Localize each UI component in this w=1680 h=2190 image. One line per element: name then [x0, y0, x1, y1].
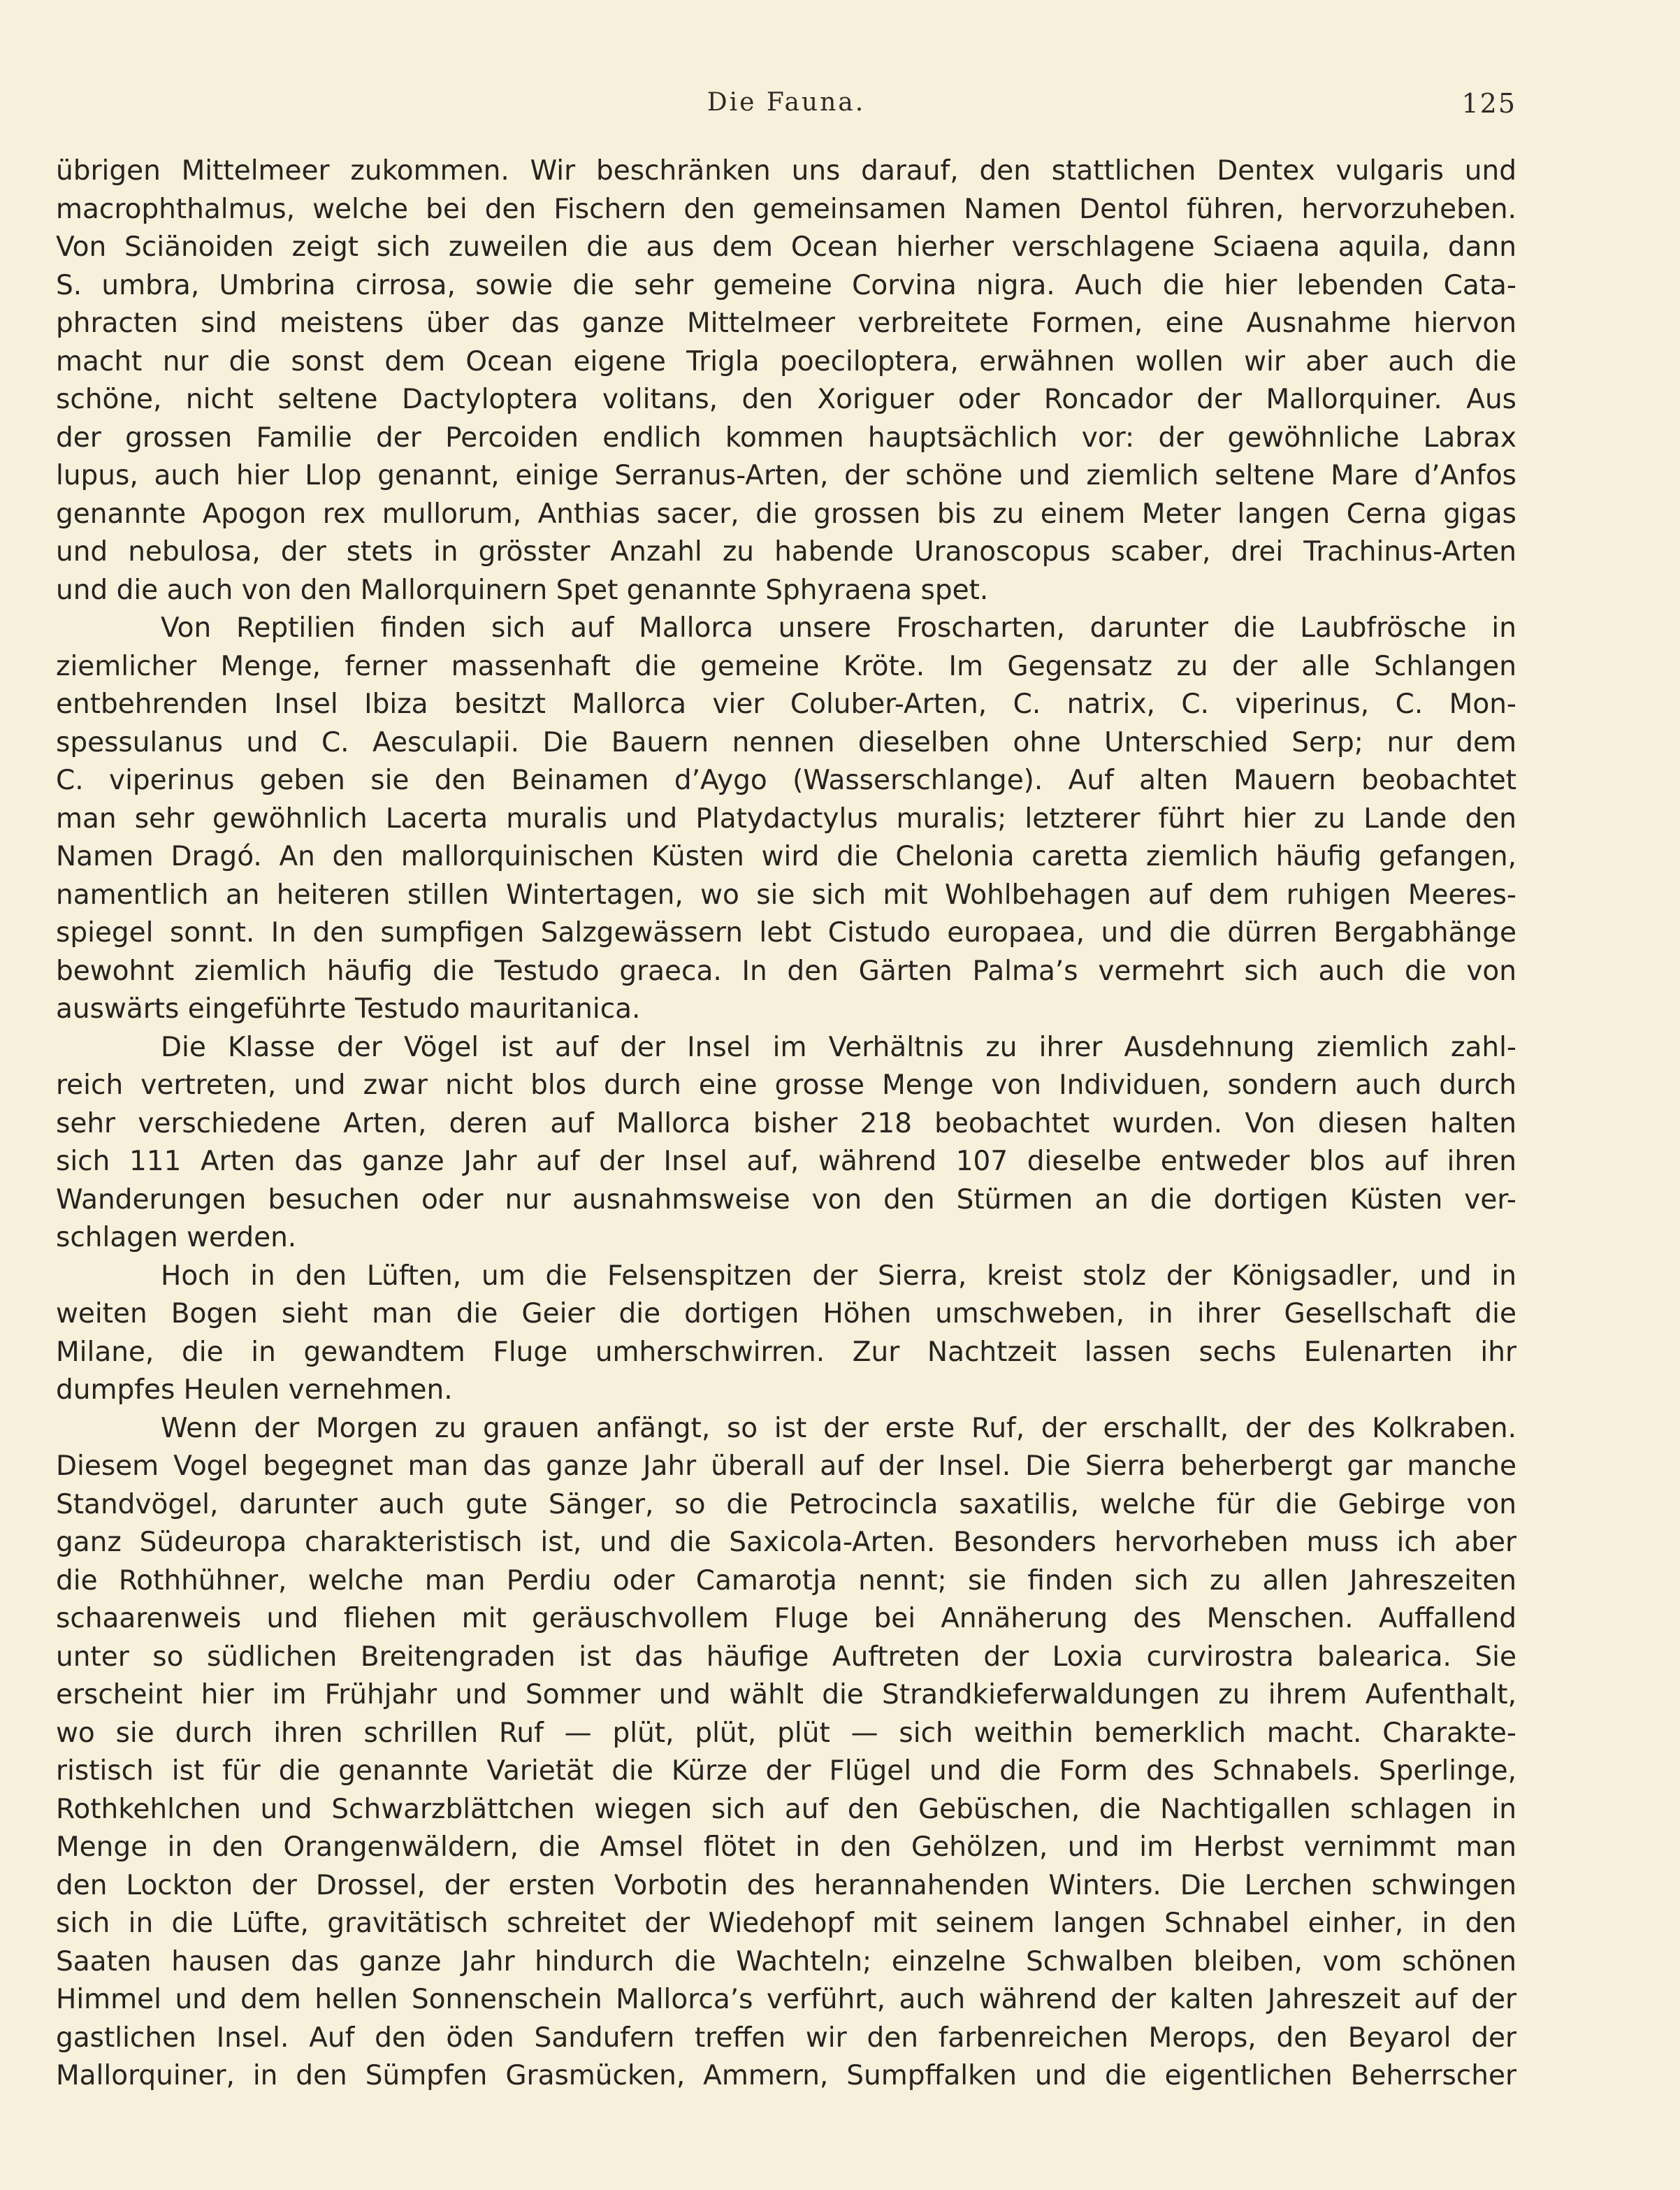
text-line: gastlichen Insel. Auf den öden Sandufern treffen wir den farbenreichen Merops, den Beyarol der	[56, 2022, 1516, 2054]
text-line: auswärts eingeführte Testudo mauritanica.	[56, 993, 641, 1025]
body-text	[56, 152, 1516, 2096]
text-line: Menge in den Orangenwäldern, die Amsel flötet in den Gehölzen, und im Herbst vernimmt man	[56, 1831, 1516, 1863]
text-line: weiten Bogen sieht man die Geier die dortigen Höhen umschweben, in ihrer Gesellschaft die	[56, 1298, 1516, 1330]
text-line: spiegel sonnt. In den sumpfigen Salzgewässern lebt Cistudo europaea, und die dürren Bergabhänge	[56, 917, 1516, 949]
text-line: den Lockton der Drossel, der ersten Vorbotin des herannahenden Winters. Die Lerchen schwingen	[56, 1869, 1516, 1901]
text-line: genannte Apogon rex mullorum, Anthias sacer, die grossen bis zu einem Meter langen Cerna gigas	[56, 498, 1516, 530]
text-line: Wanderungen besuchen oder nur ausnahmsweise von den Stürmen an die dortigen Küsten ver-	[56, 1183, 1516, 1216]
text-line: und die auch von den Mallorquinern Spet genannte Sphyraena spet.	[56, 574, 989, 606]
running-title: Die Fauna.	[707, 88, 866, 117]
text-line: und nebulosa, der stets in grösster Anzahl zu habende Uranoscopus scaber, drei Trachinus-Arten	[56, 536, 1516, 568]
text-line: ristisch ist für die genannte Varietät die Kürze der Flügel und die Form des Schnabels. Sperlinge,	[56, 1755, 1516, 1787]
text-line: ziemlicher Menge, ferner massenhaft die gemeine Kröte. Im Gegensatz zu der alle Schlangen	[56, 650, 1516, 682]
text-line: die Rothhühner, welche man Perdiu oder Camarotja nennt; sie finden sich zu allen Jahreszeiten	[56, 1564, 1516, 1597]
text-line: schlagen werden.	[56, 1222, 297, 1253]
text-line: Milane, die in gewandtem Fluge umherschwirren. Zur Nachtzeit lassen sechs Eulenarten ihr	[56, 1336, 1516, 1368]
text-line: Saaten hausen das ganze Jahr hindurch die Wachteln; einzelne Schwalben bleiben, vom schönen	[56, 1945, 1516, 1978]
text-line: phracten sind meistens über das ganze Mittelmeer verbreitete Formen, eine Ausnahme hiervon	[56, 308, 1516, 339]
text-line: entbehrenden Insel Ibiza besitzt Mallorca vier Coluber-Arten, C. natrix, C. viperinus, C. Mon-	[56, 689, 1516, 720]
text-line: lupus, auch hier Llop genannt, einige Serranus-Arten, der schöne und ziemlich seltene Mare d’Anfos	[56, 460, 1516, 491]
text-line: ganz Südeuropa charakteristisch ist, und die Saxicola-Arten. Besonders hervorheben muss ich aber	[56, 1527, 1516, 1558]
text-line: schöne, nicht seltene Dactyloptera volitans, den Xoriguer oder Roncador der Mallorquiner. Aus	[56, 384, 1516, 415]
text-line: Diesem Vogel begegnet man das ganze Jahr überall auf der Insel. Die Sierra beherbergt gar manche	[56, 1450, 1516, 1482]
text-line: S. umbra, Umbrina cirrosa, sowie die sehr gemeine Corvina nigra. Auch die hier lebenden Cata-	[56, 269, 1516, 301]
text-line: Von Sciänoiden zeigt sich zuweilen die aus dem Ocean hierher verschlagene Sciaena aquila, dann	[56, 231, 1516, 263]
text-line: Namen Dragó. An den mallorquinischen Küsten wird die Chelonia caretta ziemlich häufig gefangen,	[56, 841, 1516, 872]
text-line: Hoch in den Lüften, um die Felsenspitzen der Sierra, kreist stolz der Königsadler, und in	[161, 1260, 1516, 1292]
text-line: man sehr gewöhnlich Lacerta muralis und Platydactylus muralis; letzterer führt hier zu Lande den	[56, 802, 1516, 835]
text-line: Himmel und dem hellen Sonnenschein Mallorca’s verführt, auch während der kalten Jahreszeit auf der	[56, 1984, 1516, 2015]
text-line: sich 111 Arten das ganze Jahr auf der Insel auf, während 107 dieselbe entweder blos auf ihren	[56, 1146, 1516, 1177]
text-line: sich in die Lüfte, gravitätisch schreitet der Wiedehopf mit seinem langen Schnabel einher, in den	[56, 1908, 1516, 1939]
text-line: erscheint hier im Frühjahr und Sommer und wählt die Strandkieferwaldungen zu ihrem Aufenthalt,	[56, 1679, 1516, 1710]
text-line: Rothkehlchen und Schwarzblättchen wiegen sich auf den Gebüschen, die Nachtigallen schlagen in	[56, 1793, 1516, 1825]
text-line: macht nur die sonst dem Ocean eigene Trigla poeciloptera, erwähnen wollen wir aber auch die	[56, 345, 1516, 377]
text-line: sehr verschiedene Arten, deren auf Mallorca bisher 218 beobachtet wurden. Von diesen halten	[56, 1107, 1516, 1139]
text-line: Von Reptilien finden sich auf Mallorca unsere Froscharten, darunter die Laubfrösche in	[161, 612, 1516, 644]
running-header	[56, 88, 1516, 130]
text-line: unter so südlichen Breitengraden ist das häufige Auftreten der Loxia curvirostra balearica. Sie	[56, 1641, 1516, 1673]
text-line: der grossen Familie der Percoiden endlich kommen hauptsächlich vor: der gewöhnliche Labrax	[56, 422, 1516, 454]
text-line: dumpfes Heulen vernehmen.	[56, 1374, 453, 1406]
text-line: spessulanus und C. Aesculapii. Die Bauern nennen dieselben ohne Unterschied Serp; nur dem	[56, 726, 1516, 758]
text-line: Standvögel, darunter auch gute Sänger, so die Petrocincla saxatilis, welche für die Gebirge von	[56, 1488, 1516, 1520]
text-line: Die Klasse der Vögel ist auf der Insel im Verhältnis zu ihrer Ausdehnung ziemlich zahl-	[161, 1031, 1516, 1063]
page-number: 125	[1461, 88, 1516, 119]
text-line: namentlich an heiteren stillen Wintertagen, wo sie sich mit Wohlbehagen auf dem ruhigen Meeres-	[56, 879, 1516, 911]
text-line: wo sie durch ihren schrillen Ruf — plüt, plüt, plüt — sich weithin bemerklich macht. Charakte-	[56, 1717, 1516, 1749]
text-line: reich vertreten, und zwar nicht blos durch eine grosse Menge von Individuen, sondern auch durch	[56, 1069, 1516, 1101]
text-line: Wenn der Morgen zu grauen anfängt, so ist der erste Ruf, der erschallt, der des Kolkraben.	[161, 1412, 1516, 1444]
text-line: bewohnt ziemlich häufig die Testudo graeca. In den Gärten Palma’s vermehrt sich auch die von	[56, 955, 1516, 987]
text-line: C. viperinus geben sie den Beinamen d’Aygo (Wasserschlange). Auf alten Mauern beobachtet	[56, 765, 1516, 796]
text-line: übrigen Mittelmeer zukommen. Wir beschränken uns darauf, den stattlichen Dentex vulgaris und	[56, 155, 1516, 187]
text-line: schaarenweis und fliehen mit geräuschvollem Fluge bei Annäherung des Menschen. Auffallend	[56, 1603, 1516, 1634]
text-line: macrophthalmus, welche bei den Fischern den gemeinsamen Namen Dentol führen, hervorzuheben.	[56, 193, 1516, 225]
text-line: Mallorquiner, in den Sümpfen Grasmücken, Ammern, Sumpffalken und die eigentlichen Beherrscher	[56, 2060, 1516, 2091]
